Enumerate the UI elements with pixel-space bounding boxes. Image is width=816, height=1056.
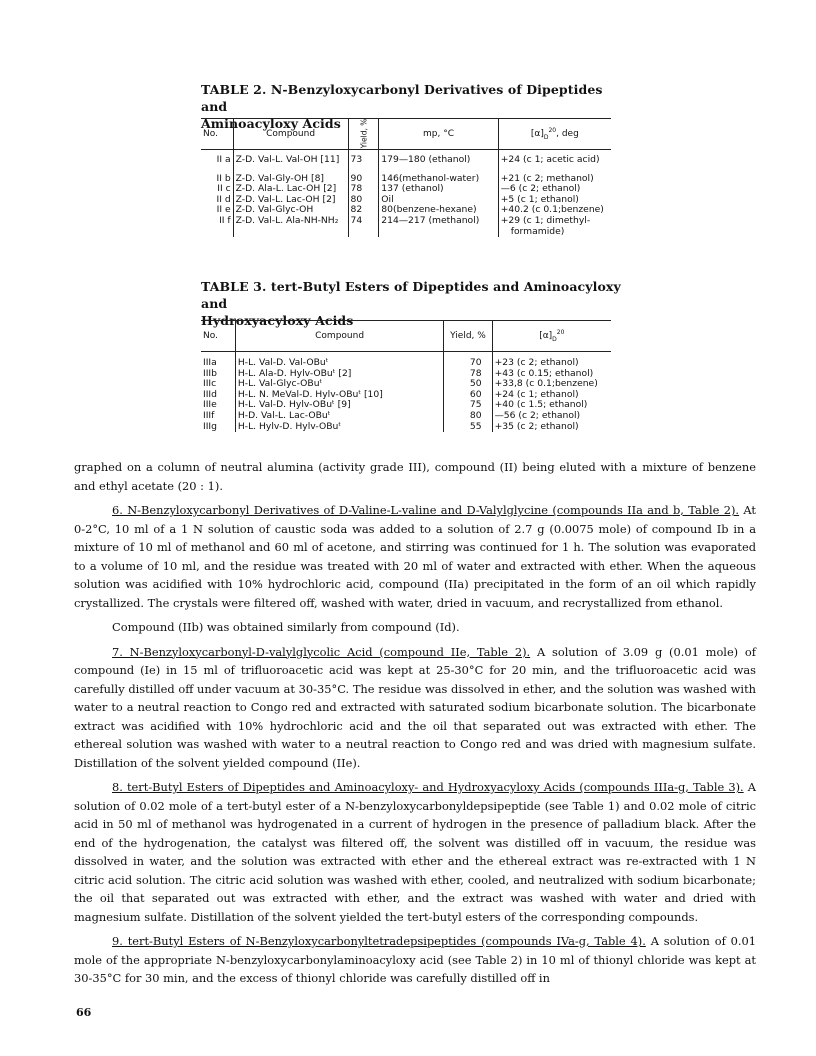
table3-cell-compound: H-L. N. MeVal-D. Hylv-OBuᵗ [10] xyxy=(235,390,444,401)
table2-cell-compound: Z-D. Val-L. Lac-OH [2] xyxy=(233,195,348,206)
table3-cell-compound: H-L. Val-D. Val-OBuᵗ xyxy=(235,352,444,369)
table2-cell-no: II a xyxy=(216,154,231,165)
table-row xyxy=(201,150,611,166)
table3-cell-yield: 50 xyxy=(444,379,492,390)
table3-cell-no: IIIf xyxy=(203,409,215,421)
body-text xyxy=(74,458,756,988)
table3-header-rotation: $[\alpha]_D^{20}$ xyxy=(492,321,611,352)
paragraph-section-6-extra: Compound (IIb) was obtained similarly from compound (Id). xyxy=(112,620,460,634)
table2-header-mp: mp, °C xyxy=(379,119,498,150)
table-row xyxy=(201,166,611,185)
table2-cell-yield: 90 xyxy=(348,166,379,185)
paragraph-section-7 xyxy=(74,643,756,773)
table2-cell-compound: Z-D. Val-Gly-OH [8] xyxy=(233,166,348,185)
paragraph-section-9 xyxy=(74,932,756,988)
table3-cell-rotation: +33,8 (c 0.1;benzene) xyxy=(492,379,611,390)
table3-cell-compound: H-L. Hylv-D. Hylv-OBuᵗ xyxy=(235,422,444,433)
section-8-text: A solution of 0.02 mole of a tert-butyl ester of a N-benzyloxycarbonyldepsipeptide (see Table 1) and 0.02 mole of citric acid in 50 ml of methanol was hydrogenated in a current of hydrogen in the presence of palladium black. After the end of the hydrogenation, the catalyst was filtered off, the solvent was distilled off in vacuum, the residue was dissolved in water, and the solution was extracted with ether and the ethereal extract was re-extracted with 1 N citric acid solution. The citric acid solution was washed with ether, cooled, and neutralized with sodium bicarbonate; the oil that separated out was extracted with ether, and the extract was washed with water and dried with magnesium sulfate. Distillation of the solvent yielded the tert-butyl esters of the corresponding compounds. xyxy=(74,780,756,924)
table2-cell-rotation: +21 (c 2; methanol) xyxy=(498,166,611,185)
table3 xyxy=(201,320,611,432)
table2-cell-mp: Oil xyxy=(379,195,498,206)
table3-cell-no: IIIc xyxy=(203,378,217,390)
table3-cell-yield: 78 xyxy=(444,369,492,380)
table2-cell-compound: Z-D. Val-Glyc-OH xyxy=(233,205,348,216)
table3-cell-yield: 60 xyxy=(444,390,492,401)
table3-cell-no: IIId xyxy=(203,388,217,400)
table3-cell-compound: H-L. Val-Glyc-OBuᵗ xyxy=(235,379,444,390)
table2-cell-rotation-line2: formamide) xyxy=(510,225,565,237)
section-8-heading: 8. tert-Butyl Esters of Dipeptides and Aminoacyloxy- and Hydroxyacyloxy Acids (compounds IIIa-g, Table 3). xyxy=(112,780,744,794)
section-7-heading: 7. N-Benzyloxycarbonyl-D-valylglycolic Acid (compound IIe, Table 2). xyxy=(112,644,531,659)
table3-header-compound: Compound xyxy=(235,321,444,352)
section-6-text: At 0-2°C, 10 ml of a 1 N solution of caustic soda was added to a solution of 2.7 g (0.0075 mole) of compound Ib in a mixture of 10 ml of methanol and 60 ml of acetone, and stirring was continued for 1 h. The solution was evaporated to a volume of 10 ml, and the residue was treated with 20 ml of water and extracted with ether. When the aqueous solution was acidified with 10% hydrochloric acid, compound (IIa) precipitated in the form of an oil which rapidly crystallized. The crystals were filtered off, washed with water, dried in vacuum, and recrystallized from ethanol. xyxy=(74,503,756,610)
table2-cell-rotation xyxy=(498,216,611,237)
table2-cell-yield: 82 xyxy=(348,205,379,216)
table2-header-no: No. xyxy=(201,119,233,150)
table3-caption-line2: Hydroxyacyloxy Acids xyxy=(201,313,354,328)
table3-cell-rotation: +24 (c 1; ethanol) xyxy=(492,390,611,401)
table2-cell-mp: 146(methanol-water) xyxy=(379,166,498,185)
table2-cell-compound: Z-D. Val-L. Val-OH [11] xyxy=(233,150,348,166)
table2-cell-compound: Z-D. Val-L. Ala-NH-NH₂ xyxy=(233,216,348,237)
table2-caption-line2: Aminoacyloxy Acids xyxy=(201,116,341,131)
table2-cell-yield: 74 xyxy=(348,216,379,237)
table-row xyxy=(201,422,611,433)
table2-cell-mp: 214—217 (methanol) xyxy=(379,216,498,237)
table-row xyxy=(201,411,611,422)
table2-cell-no: II e xyxy=(216,204,231,216)
table-row xyxy=(201,216,611,237)
table3-cell-no: IIIb xyxy=(203,367,217,379)
table3-cell-no: IIIa xyxy=(203,357,217,368)
table2-header-yield: Yield, % xyxy=(348,119,379,150)
table3-cell-rotation: +23 (c 2; ethanol) xyxy=(492,352,611,369)
table2-cell-yield: 78 xyxy=(348,184,379,195)
table3-cell-no: IIIe xyxy=(203,399,217,411)
table2-header-compound: Compound xyxy=(233,119,348,150)
table3-cell-no: IIIg xyxy=(203,420,217,432)
section-7-text: A solution of 3.09 g (0.01 mole) of compound (Ie) in 15 ml of trifluoroacetic acid was kept at 25-30°C for 20 min, and the trifluoroacetic acid was carefully distilled off under vacuum at 30-35°C. The residue was dissolved in ether, and the solution was washed with water to a neutral reaction to Congo red and extracted with saturated sodium bicarbonate solution. The bicarbonate extract was acidified with 10% hydrochloric acid and the oil that separated out was extracted with ether. The ethereal solution was washed with water to a neutral reaction to Congo red and was dried with magnesium sulfate. Distillation of the solvent yielded compound (IIe). xyxy=(74,644,757,770)
table2-cell-yield: 80 xyxy=(348,195,379,206)
table2-cell-rotation: +24 (c 1; acetic acid) xyxy=(498,150,611,166)
section-9-heading: 9. tert-Butyl Esters of N-Benzyloxycarbonyltetradepsipeptides (compounds IVa-g, Table 4). xyxy=(112,934,646,948)
table3-cell-yield: 55 xyxy=(444,422,492,433)
table2-cell-no: II c xyxy=(217,183,231,195)
paragraph-intro: graphed on a column of neutral alumina (activity grade III), compound (II) being eluted with a mixture of benzene and ethyl acetate (20 : 1). xyxy=(74,460,756,493)
table3-header-yield: Yield, % xyxy=(444,321,492,352)
table3-cell-compound: H-L. Val-D. Hylv-OBuᵗ [9] xyxy=(235,400,444,411)
page-number: 66 xyxy=(76,1006,92,1019)
table2-cell-rotation: +5 (c 1; ethanol) xyxy=(498,195,611,206)
table2-cell-rotation: —6 (c 2; ethanol) xyxy=(498,184,611,195)
table2-cell-no: II f xyxy=(219,214,231,226)
table3-cell-compound: H-L. Ala-D. Hylv-OBuᵗ [2] xyxy=(235,369,444,380)
table3-cell-yield: 70 xyxy=(444,352,492,369)
table2-cell-mp: 80(benzene-hexane) xyxy=(379,205,498,216)
section-9-text: A solution of 0.01 mole of the appropriate N-benzyloxycarbonylaminoacyloxy acid (see Table 2) in 10 ml of thionyl chloride was kept at 30-35°C for 30 min, and the excess of thionyl chloride was carefully distilled off in xyxy=(74,934,757,985)
table2-cell-rotation: +40.2 (c 0.1;benzene) xyxy=(498,205,611,216)
table-row xyxy=(201,352,611,369)
table2-header-rotation: $[\alpha]_D^{20}$, deg xyxy=(498,119,611,150)
table3-caption-line1: TABLE 3. tert-Butyl Esters of Dipeptides and Aminoacyloxy and xyxy=(201,279,621,311)
table2-cell-compound: Z-D. Ala-L. Lac-OH [2] xyxy=(233,184,348,195)
table2-cell-no: II b xyxy=(216,172,231,184)
table2-cell-mp: 137 (ethanol) xyxy=(379,184,498,195)
table3-cell-yield: 80 xyxy=(444,411,492,422)
table3-cell-yield: 75 xyxy=(444,400,492,411)
table3-cell-rotation: —56 (c 2; ethanol) xyxy=(492,411,611,422)
section-6-heading: 6. N-Benzyloxycarbonyl Derivatives of D-Valine-L-valine and D-Valylglycine (compounds IIa and b, Table 2). xyxy=(112,503,740,517)
table2-caption-line1: TABLE 2. N-Benzyloxycarbonyl Derivatives of Dipeptides and xyxy=(201,82,603,114)
table3-header-no: No. xyxy=(201,321,235,352)
table2-cell-mp: 179—180 (ethanol) xyxy=(379,150,498,166)
table3-cell-compound: H-D. Val-L. Lac-OBuᵗ xyxy=(235,411,444,422)
table3-cell-rotation: +35 (c 2; ethanol) xyxy=(492,422,611,433)
paragraph-section-8 xyxy=(74,778,756,926)
paragraph-section-6 xyxy=(74,501,756,612)
table2-cell-no: II d xyxy=(216,193,231,205)
table2-cell-rotation-line1: +29 (c 1; dimethyl- xyxy=(500,214,591,226)
table2 xyxy=(201,118,611,237)
table3-cell-rotation: +43 (c 0.15; ethanol) xyxy=(492,369,611,380)
table2-cell-yield: 73 xyxy=(348,150,379,166)
table3-cell-rotation: +40 (c 1.5; ethanol) xyxy=(492,400,611,411)
